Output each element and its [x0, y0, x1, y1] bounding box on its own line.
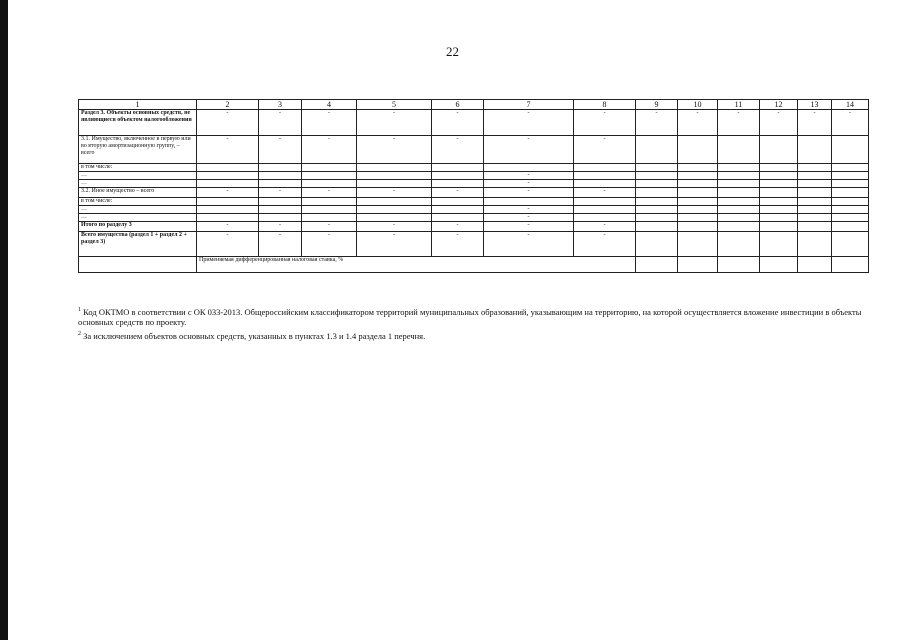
- table-cell: -: [302, 222, 357, 232]
- table-cell: [574, 180, 636, 188]
- footnote-1-mark: 1: [78, 307, 81, 313]
- table-cell: [832, 188, 869, 198]
- table-cell: [832, 232, 869, 257]
- table-cell: [760, 222, 798, 232]
- column-header: 13: [798, 100, 832, 110]
- table-cell: [432, 172, 484, 180]
- table-cell: -: [357, 136, 432, 164]
- table-cell: [197, 164, 259, 172]
- table-cell: -: [574, 188, 636, 198]
- rate-empty-cell: [79, 257, 197, 273]
- row-label: …: [79, 172, 197, 180]
- table-cell: -: [432, 188, 484, 198]
- table-cell: -: [432, 136, 484, 164]
- table-cell: [798, 188, 832, 198]
- table-cell: [678, 206, 718, 214]
- table-cell: -: [484, 232, 574, 257]
- table-cell: -: [484, 136, 574, 164]
- rate-cell: [832, 257, 869, 273]
- table-cell: -: [760, 110, 798, 136]
- rate-cell: [636, 257, 678, 273]
- table-cell: -: [798, 110, 832, 136]
- row-label: Раздел 3. Объекты основных средств, не являющиеся объектом налогообложения: [79, 110, 197, 136]
- table-cell: [718, 206, 760, 214]
- table-cell: [484, 164, 574, 172]
- table-cell: -: [197, 136, 259, 164]
- table-row: [79, 214, 869, 222]
- row-label: 3.2. Иное имущество – всего: [79, 188, 197, 198]
- table-cell: [636, 172, 678, 180]
- table-row: [79, 198, 869, 206]
- table-cell: [636, 206, 678, 214]
- table-cell: [798, 206, 832, 214]
- footnote-2: [78, 329, 868, 341]
- table-cell: [259, 180, 302, 188]
- column-header: 7: [484, 100, 574, 110]
- table-cell: [636, 188, 678, 198]
- table-cell: [259, 198, 302, 206]
- table-row: [79, 222, 869, 232]
- table-cell: -: [302, 188, 357, 198]
- table-cell: [678, 172, 718, 180]
- table-row: [79, 232, 869, 257]
- table-cell: [678, 180, 718, 188]
- table-cell: [302, 214, 357, 222]
- table-cell: [197, 172, 259, 180]
- table-cell: [760, 164, 798, 172]
- table-cell: -: [832, 110, 869, 136]
- table-cell: -: [484, 180, 574, 188]
- table-cell: [357, 164, 432, 172]
- rate-cell: [798, 257, 832, 273]
- rate-cell: [718, 257, 760, 273]
- table-cell: [718, 198, 760, 206]
- table-row: [79, 180, 869, 188]
- table-cell: [302, 198, 357, 206]
- table-cell: -: [432, 222, 484, 232]
- table-cell: [636, 198, 678, 206]
- table-cell: [357, 206, 432, 214]
- table-cell: [678, 214, 718, 222]
- table-cell: [432, 206, 484, 214]
- row-label: Всего имущества (раздел 1 + раздел 2 + раздел 3): [79, 232, 197, 257]
- column-header: 4: [302, 100, 357, 110]
- table-cell: [259, 214, 302, 222]
- asset-table: [78, 99, 869, 273]
- column-header: 8: [574, 100, 636, 110]
- table-cell: [357, 172, 432, 180]
- table-cell: [760, 136, 798, 164]
- table-cell: [432, 198, 484, 206]
- footnote-1: [78, 305, 868, 327]
- row-label: в том числе:: [79, 198, 197, 206]
- table-cell: -: [259, 110, 302, 136]
- table-cell: -: [302, 110, 357, 136]
- table-cell: -: [357, 222, 432, 232]
- column-header: 10: [678, 100, 718, 110]
- table-cell: [678, 188, 718, 198]
- table-cell: [678, 232, 718, 257]
- table-cell: -: [259, 136, 302, 164]
- table-cell: -: [574, 222, 636, 232]
- table-cell: [678, 164, 718, 172]
- table-cell: [259, 172, 302, 180]
- table-cell: [832, 136, 869, 164]
- table-cell: [718, 188, 760, 198]
- table-cell: [574, 206, 636, 214]
- scan-edge-bar: [0, 0, 8, 640]
- rate-label: Применяемая дифференцированная налоговая ставка, %: [197, 257, 636, 273]
- table-cell: [798, 198, 832, 206]
- table-cell: [832, 180, 869, 188]
- table-cell: [832, 222, 869, 232]
- table-cell: [197, 180, 259, 188]
- table-cell: [636, 180, 678, 188]
- table-cell: [197, 198, 259, 206]
- table-cell: [718, 172, 760, 180]
- table-cell: [760, 198, 798, 206]
- table-cell: [718, 232, 760, 257]
- column-header: 12: [760, 100, 798, 110]
- row-label: …: [79, 214, 197, 222]
- table-cell: -: [259, 188, 302, 198]
- column-header: 5: [357, 100, 432, 110]
- table-cell: -: [197, 222, 259, 232]
- table-cell: [678, 198, 718, 206]
- table-cell: [259, 206, 302, 214]
- table-cell: [432, 214, 484, 222]
- table-cell: -: [484, 206, 574, 214]
- table-cell: [432, 164, 484, 172]
- page-number: 22: [446, 44, 459, 59]
- table-cell: [302, 206, 357, 214]
- table-cell: -: [197, 110, 259, 136]
- table-cell: -: [484, 172, 574, 180]
- table-cell: [760, 232, 798, 257]
- table-cell: -: [259, 232, 302, 257]
- rate-cell: [760, 257, 798, 273]
- table-cell: [798, 222, 832, 232]
- column-header: 3: [259, 100, 302, 110]
- table-cell: -: [357, 188, 432, 198]
- table-cell: [636, 164, 678, 172]
- table-cell: -: [718, 110, 760, 136]
- table-cell: [432, 180, 484, 188]
- table-cell: [832, 214, 869, 222]
- table-cell: [760, 188, 798, 198]
- column-header: 2: [197, 100, 259, 110]
- table-cell: -: [484, 222, 574, 232]
- table-cell: [357, 180, 432, 188]
- table-cell: -: [357, 110, 432, 136]
- table-cell: [798, 136, 832, 164]
- table-cell: [760, 172, 798, 180]
- row-label: 3.1. Имущество, включенное в первую или во вторую амортизационную группу, – всего: [79, 136, 197, 164]
- table-row: [79, 110, 869, 136]
- footnote-2-text: За исключением объектов основных средств, указанных в пунктах 1.3 и 1.4 раздела 1 перечня.: [81, 330, 426, 341]
- table-row: [79, 206, 869, 214]
- table-cell: [718, 222, 760, 232]
- table-cell: [798, 164, 832, 172]
- table-cell: -: [574, 136, 636, 164]
- table-cell: [357, 214, 432, 222]
- table-cell: [636, 136, 678, 164]
- row-label: в том числе:: [79, 164, 197, 172]
- table-cell: -: [574, 110, 636, 136]
- table-cell: [574, 214, 636, 222]
- footnote-1-text: Код ОКТМО в соответствии с ОК 033-2013. Общероссийским классификатором территорий муниципальных образований, указывающим на территорию, на которой осуществляется вложение инвестиции в объекты основных средств по проекту.: [78, 306, 862, 327]
- table-cell: -: [574, 232, 636, 257]
- table-cell: [760, 214, 798, 222]
- row-label: …: [79, 206, 197, 214]
- row-label: …: [79, 180, 197, 188]
- table-cell: [718, 180, 760, 188]
- table-cell: -: [432, 110, 484, 136]
- table-cell: [718, 214, 760, 222]
- table-cell: [636, 232, 678, 257]
- table-cell: [574, 164, 636, 172]
- table-cell: [302, 180, 357, 188]
- column-header: 6: [432, 100, 484, 110]
- table-cell: [197, 214, 259, 222]
- table-cell: [832, 172, 869, 180]
- table-cell: [798, 214, 832, 222]
- table-cell: [259, 164, 302, 172]
- column-header: 1: [79, 100, 197, 110]
- table-row: [79, 188, 869, 198]
- table-row: [79, 136, 869, 164]
- table-cell: [484, 198, 574, 206]
- table-cell: [636, 222, 678, 232]
- table-cell: -: [678, 110, 718, 136]
- table-cell: -: [432, 232, 484, 257]
- table-row: [79, 172, 869, 180]
- row-label: Итого по разделу 3: [79, 222, 197, 232]
- table-cell: [798, 180, 832, 188]
- table-cell: -: [357, 232, 432, 257]
- column-header: 11: [718, 100, 760, 110]
- rate-cell: [678, 257, 718, 273]
- table-cell: [574, 198, 636, 206]
- column-header: 9: [636, 100, 678, 110]
- table-cell: [760, 180, 798, 188]
- table-cell: -: [636, 110, 678, 136]
- table-cell: [718, 136, 760, 164]
- table-row: [79, 164, 869, 172]
- table-cell: -: [484, 214, 574, 222]
- table-cell: -: [197, 232, 259, 257]
- header-row: [79, 100, 869, 110]
- table-cell: [197, 206, 259, 214]
- table-cell: [636, 214, 678, 222]
- table-cell: [798, 172, 832, 180]
- table-cell: [678, 222, 718, 232]
- table-cell: [357, 198, 432, 206]
- table-cell: [832, 164, 869, 172]
- table-cell: [760, 206, 798, 214]
- table-cell: [302, 164, 357, 172]
- table-cell: [718, 164, 760, 172]
- table-cell: [302, 172, 357, 180]
- table-cell: [678, 136, 718, 164]
- footnote-2-mark: 2: [78, 331, 81, 337]
- table-cell: -: [484, 188, 574, 198]
- table-cell: [574, 172, 636, 180]
- table-cell: -: [197, 188, 259, 198]
- table-cell: -: [484, 110, 574, 136]
- table-cell: -: [259, 222, 302, 232]
- table-cell: [832, 206, 869, 214]
- rate-row: [79, 257, 869, 273]
- table-cell: -: [302, 232, 357, 257]
- column-header: 14: [832, 100, 869, 110]
- table-cell: -: [302, 136, 357, 164]
- table-cell: [832, 198, 869, 206]
- table-cell: [798, 232, 832, 257]
